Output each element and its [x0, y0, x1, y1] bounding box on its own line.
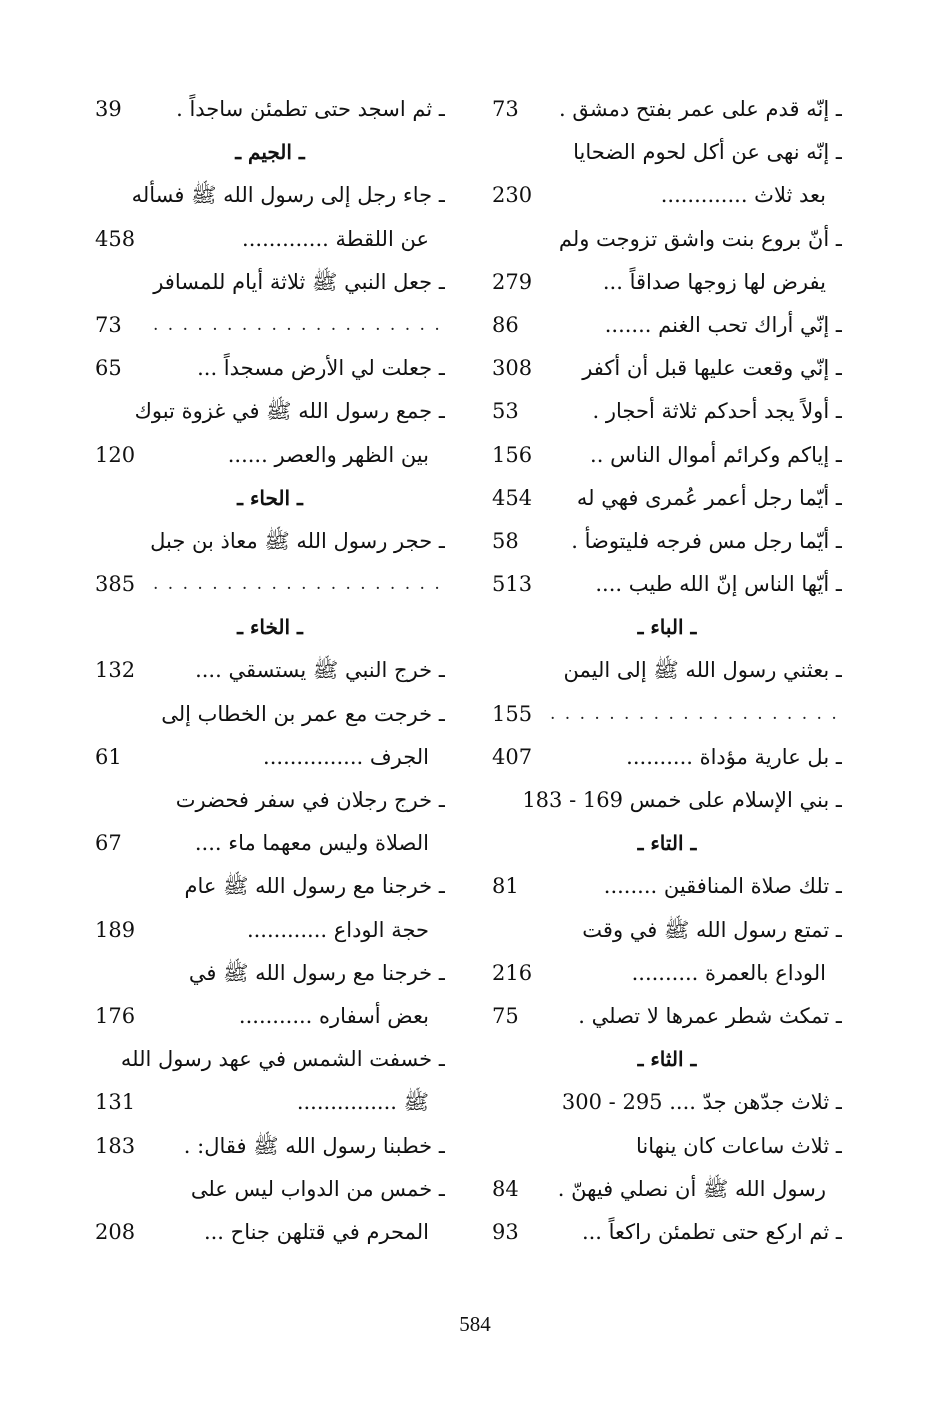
entry-text: ـ إنّه نهى عن أكل لحوم الضحايا [573, 140, 842, 165]
heading-text: ـ التاء ـ [637, 831, 697, 856]
page-ref: 155 [492, 693, 535, 736]
entry-continuation [95, 1211, 445, 1254]
index-entry [95, 174, 445, 217]
page-ref: 385 [95, 563, 138, 606]
page-ref: 513 [492, 563, 535, 606]
heading-text: ـ الخاء ـ [237, 615, 303, 640]
index-entry [492, 779, 842, 822]
index-entry [95, 865, 445, 908]
entry-text: ـ ثم اسجد حتى تطمئن ساجداً . [176, 97, 445, 121]
entry-text: الصلاة وليس معهما ماء .... [194, 831, 429, 856]
page-ref: 61 [95, 736, 125, 779]
page-ref: 216 [492, 952, 535, 995]
page-ref: 75 [492, 995, 522, 1038]
leader-dots: . . . . . . . . . . . . . . . . . . . . [153, 314, 442, 335]
page-ref: 407 [492, 736, 535, 779]
index-entry [492, 736, 842, 779]
entry-continuation [492, 174, 842, 217]
heading-text: ـ الثاء ـ [637, 1047, 697, 1072]
page-ref: 65 [95, 347, 125, 390]
entry-continuation [492, 952, 842, 995]
page-ref: 183 [95, 1125, 138, 1168]
entry-text: المحرم في قتلهن جناح ... [203, 1219, 429, 1244]
index-entry [492, 1081, 842, 1124]
entry-text: ـ جعل النبي ﷺ ثلاثة أيام للمسافر [153, 269, 445, 294]
entry-text: ـ أيّها الناس إنّ الله طيب .... [595, 572, 842, 597]
index-entry [492, 520, 842, 563]
entry-continuation [95, 995, 445, 1038]
entry-text: ـ إياكم وكرائم أموال الناس .. [590, 442, 842, 467]
entry-text: ـ تلك صلاة المنافقين ........ [603, 874, 842, 899]
entry-continuation [95, 1081, 445, 1124]
right-column [492, 88, 842, 1254]
page-ref: 86 [492, 304, 522, 347]
page-ref: 58 [492, 520, 522, 563]
section-heading [95, 131, 445, 174]
index-entry [492, 649, 842, 692]
index-entry [492, 995, 842, 1038]
index-entry [492, 218, 842, 261]
index-entry [95, 649, 445, 692]
index-entry [95, 88, 445, 131]
entry-text: ـ خمس من الدواب ليس على [190, 1176, 445, 1201]
entry-text: ـ ثلاث جدّهن جدّ .... 295 - 300 [561, 1090, 842, 1115]
entry-text: ـ خطبنا رسول الله ﷺ فقال: . [183, 1133, 445, 1158]
index-entry [492, 1125, 842, 1168]
entry-continuation [95, 822, 445, 865]
entry-text: ـ تمكث شطر عمرها لا تصلي . [578, 1003, 842, 1028]
page-ref: 230 [492, 174, 535, 217]
entry-text: الوداع بالعمرة .......... [631, 960, 826, 985]
page-ref: 176 [95, 995, 138, 1038]
index-entry [95, 1038, 445, 1081]
entry-text: عن اللقطة ............. [242, 226, 429, 251]
entry-text: الجرف ............... [263, 744, 429, 769]
page-ref: 458 [95, 218, 138, 261]
page-ref: 84 [492, 1168, 522, 1211]
entry-text: بعض أسفاره ........... [238, 1003, 429, 1028]
section-heading [492, 606, 842, 649]
index-entry [492, 434, 842, 477]
index-entry [95, 390, 445, 433]
page-ref: 454 [492, 477, 535, 520]
entry-text: ﷺ ............... [296, 1090, 429, 1115]
index-entry [492, 693, 842, 736]
entry-text: ـ إنّه قدم على عمر بفتح دمشق . [558, 97, 842, 121]
entry-text: ـ بل عارية مؤداة .......... [626, 744, 842, 769]
entry-text: ـ ثم اركع حتى تطمئن راكعاً ... [581, 1219, 842, 1244]
entry-text: ـ جمع رسول الله ﷺ في غزوة تبوك [134, 399, 445, 424]
index-entry [492, 390, 842, 433]
entry-text: ـ بني الإسلام على خمس 169 - 183 [522, 788, 842, 812]
page-ref: 73 [492, 88, 522, 131]
entry-text: بعد ثلاث ............. [660, 183, 826, 208]
index-entry [95, 952, 445, 995]
index-entry [95, 693, 445, 736]
entry-text: ـ خسفت الشمس في عهد رسول الله [120, 1047, 445, 1072]
entry-text: ـ إنّي أراك تحب الغنم ....... [604, 312, 842, 337]
entry-text: ـ إنّي وقعت عليها قبل أن أكفر [582, 356, 842, 381]
leader-dots: . . . . . . . . . . . . . . . . . . . . [153, 574, 442, 595]
entry-text: ـ جعلت لي الأرض مسجداً ... [197, 356, 445, 381]
page-number: 584 [459, 1312, 491, 1336]
page-ref: 189 [95, 909, 138, 952]
entry-continuation [95, 909, 445, 952]
section-heading [95, 606, 445, 649]
page-ref: 279 [492, 261, 535, 304]
entry-text: ـ ثلاث ساعات كان ينهانا [635, 1133, 842, 1158]
entry-continuation [492, 1168, 842, 1211]
entry-text: ـ خرجنا مع رسول الله ﷺ في [188, 960, 445, 985]
index-entry [95, 520, 445, 563]
page-ref: 67 [95, 822, 125, 865]
heading-text: ـ الجيم ـ [235, 140, 305, 165]
page-ref: 308 [492, 347, 535, 390]
entry-text: ـ خرجنا مع رسول الله ﷺ عام [184, 874, 445, 899]
index-entry [95, 563, 445, 606]
entry-text: ـ خرج النبي ﷺ يستسقي .... [195, 658, 445, 683]
entry-text: ـ أيّما رجل مس فرجه فليتوضأ . [571, 528, 842, 553]
heading-text: ـ الحاء ـ [237, 485, 303, 510]
index-entry [492, 865, 842, 908]
entry-text: ـ أنّ بروع بنت واشق تزوجت ولم [558, 226, 842, 251]
entry-continuation [95, 218, 445, 261]
index-entry [95, 1125, 445, 1168]
entry-text: ـ تمتع رسول الله ﷺ في وقت [582, 917, 842, 942]
entry-text: بين الظهر والعصر ...... [227, 442, 429, 467]
entry-text: حجة الوداع ............ [246, 917, 429, 942]
entry-text: رسول الله ﷺ أن نصلي فيهنّ . [557, 1176, 826, 1201]
section-heading [492, 822, 842, 865]
entry-continuation [95, 736, 445, 779]
entry-text: ـ أيّما رجل أعمر عُمرى فهي له [576, 485, 842, 510]
page-ref: 208 [95, 1211, 138, 1254]
entry-text: يفرض لها زوجها صداقاً ... [602, 269, 826, 294]
entry-text: ـ خرج رجلان في سفر فحضرت [175, 788, 445, 812]
index-entry [492, 88, 842, 131]
page-ref: 93 [492, 1211, 522, 1254]
page-ref: 156 [492, 434, 535, 477]
index-entry [95, 779, 445, 822]
entry-text: ـ بعثني رسول الله ﷺ إلى اليمن [563, 658, 842, 683]
heading-text: ـ الباء ـ [637, 615, 697, 640]
index-entry [95, 347, 445, 390]
index-entry [492, 909, 842, 952]
page-ref: 131 [95, 1081, 138, 1124]
index-entry [492, 1211, 842, 1254]
index-entry [95, 304, 445, 347]
page-ref: 81 [492, 865, 522, 908]
entry-continuation [95, 434, 445, 477]
index-entry [492, 131, 842, 174]
index-entry [492, 304, 842, 347]
entry-text: ـ حجر رسول الله ﷺ معاذ بن جبل [150, 528, 445, 553]
entry-text: ـ جاء رجل إلى رسول الله ﷺ فسأله [131, 183, 445, 208]
entry-text: ـ أولاً يجد أحدكم ثلاثة أحجار . [592, 399, 842, 424]
page-ref: 39 [95, 88, 125, 131]
page-ref: 53 [492, 390, 522, 433]
entry-text: ـ خرجت مع عمر بن الخطاب إلى [161, 701, 445, 726]
left-column [95, 88, 445, 1254]
section-heading [492, 1038, 842, 1081]
leader-dots: . . . . . . . . . . . . . . . . . . . . [550, 703, 839, 724]
page-ref: 73 [95, 304, 125, 347]
section-heading [95, 477, 445, 520]
index-entry [95, 261, 445, 304]
page-ref: 120 [95, 434, 138, 477]
index-entry [95, 1168, 445, 1211]
index-entry [492, 563, 842, 606]
index-entry [492, 477, 842, 520]
index-entry [492, 347, 842, 390]
page-ref: 132 [95, 649, 138, 692]
entry-continuation [492, 261, 842, 304]
